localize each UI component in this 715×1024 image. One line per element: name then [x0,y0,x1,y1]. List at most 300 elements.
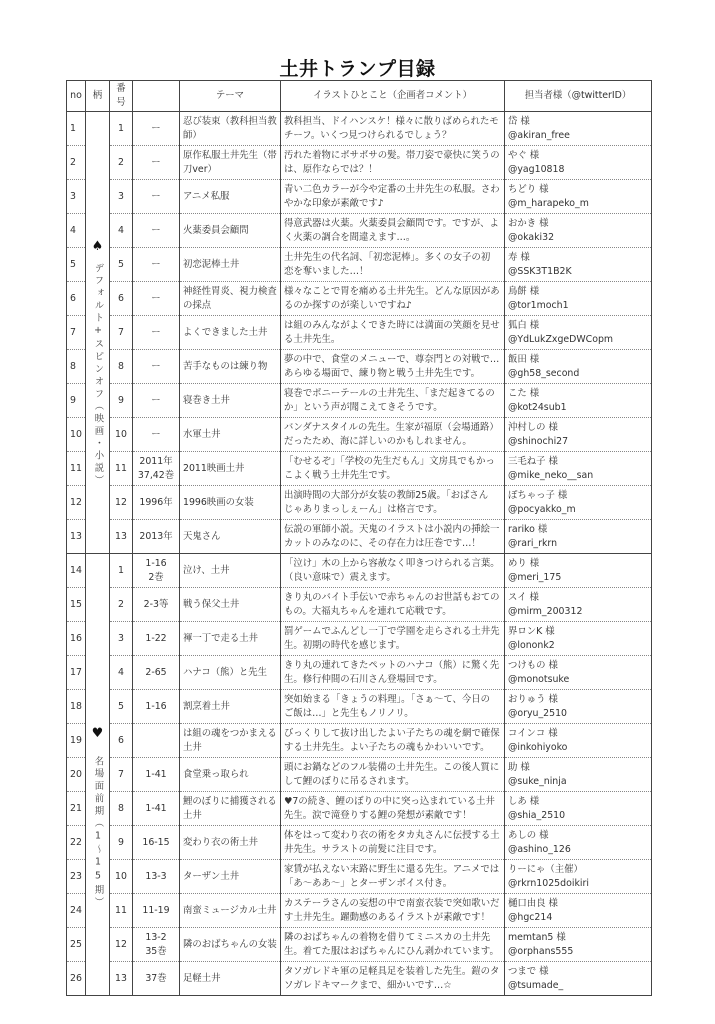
row-number: 1 [110,554,133,588]
comment-line: する土井先生。よい子たちの魂もかわいいです。 [284,741,490,753]
comment-line: 汚れた着物にボサボサの髪。帯刀姿で豪快に笑うの [284,149,500,161]
row-theme [180,180,281,214]
row-number: 5 [110,248,133,282]
row-comment [281,554,505,588]
table-row [67,554,652,588]
theme-line: 割烹着土井 [183,700,230,712]
row-comment [281,690,505,724]
catalog-body [67,112,652,996]
row-no: 7 [67,316,86,350]
row-comment [281,282,505,316]
staff-twitter-id: @akiran_free [508,129,570,141]
table-row [67,112,652,146]
volume-line: ー [151,258,161,270]
table-row [67,282,652,316]
volume-line: ー [151,156,161,168]
row-number: 4 [110,214,133,248]
row-no: 9 [67,384,86,418]
row-comment [281,826,505,860]
row-staff [505,588,652,622]
theme-line: 南蛮ミュージカル土井 [183,904,277,916]
row-volume [133,180,180,214]
suit-cell-spade [86,112,110,554]
row-comment [281,452,505,486]
row-theme [180,826,281,860]
row-staff [505,520,652,554]
row-comment [281,248,505,282]
row-theme [180,588,281,622]
theme-line: は組の魂をつかまえる [183,727,277,739]
staff-twitter-id: @okaki32 [508,231,555,243]
row-volume [133,350,180,384]
comment-line: きり丸のバイト手伝いで赤ちゃんのお世話もおての [284,591,500,603]
row-staff [505,316,652,350]
staff-twitter-id: @YdLukZxgeDWCopm [508,333,614,345]
row-no: 24 [67,894,86,928]
row-staff [505,486,652,520]
suit-label: デフォルト+スピンオフ（映画・小説） [92,263,104,488]
row-staff [505,384,652,418]
theme-line: 変わり衣の術土井 [183,836,259,848]
comment-line: して鯉のぼりに吊るされます。 [284,775,415,787]
row-no: 5 [67,248,86,282]
row-no: 19 [67,724,86,758]
row-theme [180,350,281,384]
table-row [67,588,652,622]
row-theme [180,690,281,724]
table-row [67,792,652,826]
theme-line: 師） [183,129,202,141]
row-comment [281,656,505,690]
row-comment [281,418,505,452]
comment-line: 隣のおばちゃんの着物を借りてミニスカの土井先 [284,931,491,943]
table-row [67,180,652,214]
row-volume [133,554,180,588]
theme-line: 土井 [183,809,202,821]
theme-line: 水軍土井 [183,428,221,440]
row-number: 1 [110,112,133,146]
row-volume [133,826,180,860]
volume-line: 1-41 [145,802,167,814]
staff-name: 岱 様 [508,115,530,127]
theme-line: 1996映画の女装 [183,496,254,508]
row-volume [133,690,180,724]
row-number: 8 [110,350,133,384]
row-volume [133,112,180,146]
volume-line: 37,42巻 [137,469,175,481]
theme-line: 火薬委員会顧問 [183,224,249,236]
table-row [67,622,652,656]
volume-line: 16-15 [142,836,170,848]
row-staff [505,792,652,826]
staff-name: 寿 様 [508,251,530,263]
staff-name: 飯田 様 [508,353,540,365]
document-title: 土井トランプ目録 [279,58,436,80]
row-volume [133,894,180,928]
table-row [67,146,652,180]
row-no: 20 [67,758,86,792]
row-volume [133,588,180,622]
row-no: 16 [67,622,86,656]
row-comment [281,622,505,656]
staff-twitter-id: @hgc214 [508,911,553,923]
comment-line: 伝説の軍師小説。天鬼のイラストは小説内の挿絵一 [284,523,500,535]
row-number: 2 [110,588,133,622]
row-comment [281,520,505,554]
staff-name: 助 様 [508,761,530,773]
row-staff [505,656,652,690]
comment-line: 家賃が払えない末路に野生に還る先生。アニメでは [284,863,500,875]
staff-name: 三毛ね子 様 [508,455,558,467]
comment-line: きり丸の連れてきたペットのハナコ（熊）に驚く先 [284,659,500,671]
row-no: 11 [67,452,86,486]
row-staff [505,690,652,724]
staff-twitter-id: @yag10818 [508,163,565,175]
theme-line: よくできました土井 [183,326,268,338]
volume-line: 13-2 [145,931,167,943]
row-volume [133,452,180,486]
row-theme [180,418,281,452]
suit-wrap [89,177,106,488]
table-row [67,316,652,350]
row-comment [281,860,505,894]
staff-name: つまで 様 [508,965,549,977]
comment-line: びっくりして抜け出したよい子たちの魂を網で確保 [284,727,500,739]
comment-line: あらゆる場面で、練り物と戦う土井先生です。 [284,367,480,379]
volume-line: ー [151,428,161,440]
row-theme [180,724,281,758]
staff-name: りーにゃ（主催） [508,863,583,875]
table-row [67,418,652,452]
theme-line: 隣のおばちゃんの女装 [183,938,277,950]
row-comment [281,350,505,384]
staff-name: つけもの 様 [508,659,558,671]
comment-line: は組のみんながよくできた時には満面の笑顔を見せ [284,319,500,331]
volume-line: 2-65 [145,666,167,678]
row-no: 6 [67,282,86,316]
heart-icon: ♥ [91,725,104,741]
row-staff [505,894,652,928]
row-staff [505,622,652,656]
comment-line: 恋を奪いました…！ [284,265,369,277]
catalog-table [66,80,652,996]
theme-line: 鯉のぼりに捕獲される [183,795,277,807]
comment-line: か」という声が聞こえてきそうです。 [284,401,443,413]
row-no: 25 [67,928,86,962]
volume-line: 1-22 [145,632,167,644]
volume-line: ー [151,394,161,406]
row-comment [281,316,505,350]
row-volume [133,622,180,656]
staff-name: 沖村しの 様 [508,421,558,433]
staff-twitter-id: @mirm_200312 [508,605,583,617]
staff-name: ぽちゃっ子 様 [508,489,568,501]
volume-line: 2巻 [148,571,164,583]
comment-line: （良い意味で）震えます。 [284,571,396,583]
row-number: 6 [110,724,133,758]
row-no: 18 [67,690,86,724]
staff-name: rariko 様 [508,523,548,535]
row-number: 5 [110,690,133,724]
row-comment [281,146,505,180]
volume-line: 1996年 [139,496,173,508]
theme-line: アニメ私服 [183,190,230,202]
row-staff [505,826,652,860]
theme-line: ハナコ（熊）と先生 [183,666,268,678]
staff-twitter-id: @shia_2510 [508,809,566,821]
volume-line: 11-19 [142,904,170,916]
staff-name: おかき 様 [508,217,549,229]
row-theme [180,928,281,962]
comment-line: 様々なことで胃を痛める土井先生。どんな原因があ [284,285,500,297]
staff-twitter-id: @mike_neko__san [508,469,594,481]
comment-line: カステーラさんの妄想の中で南蛮衣装で突如歌いだ [284,897,500,909]
row-comment [281,758,505,792]
comment-line: 頭にお鍋などのフル装備の土井先生。この後人質に [284,761,500,773]
comment-line: だったため、海に詳しいのかもしれません。 [284,435,472,447]
row-comment [281,486,505,520]
staff-name: めり 様 [508,557,540,569]
theme-line: 初恋泥棒土井 [183,258,240,270]
row-theme [180,384,281,418]
row-comment [281,962,505,996]
staff-twitter-id: @gh58_second [508,367,580,379]
comment-line: 青い二色カラーが今や定番の土井先生の私服。さわ [284,183,500,195]
theme-line: 苦手なものは練り物 [183,360,268,372]
staff-name: スイ 様 [508,591,539,603]
comment-line: は、原作ならでは？！ [284,163,378,175]
row-number: 7 [110,316,133,350]
header-no: no [67,81,86,112]
row-no: 26 [67,962,86,996]
row-staff [505,860,652,894]
staff-name: 樋口由良 様 [508,897,558,909]
row-number: 2 [110,146,133,180]
staff-name: コインコ 様 [508,727,558,739]
staff-twitter-id: @meri_175 [508,571,562,583]
staff-twitter-id: @rari_rkrn [508,537,558,549]
staff-name: おりゅう 様 [508,693,558,705]
staff-name: memtan5 様 [508,931,566,943]
row-staff [505,962,652,996]
row-no: 2 [67,146,86,180]
comment-line: 土井先生の代名詞、「初恋泥棒」。多くの女子の初 [284,251,491,263]
volume-line: ー [151,360,161,372]
row-volume [133,860,180,894]
row-comment [281,384,505,418]
staff-twitter-id: @inkohiyoko [508,741,568,753]
row-theme [180,486,281,520]
theme-line: 刀ver） [183,163,217,175]
theme-line: ターザン土井 [183,870,240,882]
staff-twitter-id: @suke_ninja [508,775,567,787]
row-no: 15 [67,588,86,622]
staff-twitter-id: @kot24sub1 [508,401,567,413]
staff-twitter-id: @ashino_126 [508,843,571,855]
comment-line: タソガレドキ軍の足軽具足を装着した先生。鎧のタ [284,965,500,977]
staff-name: あしの 様 [508,829,549,841]
comment-line: カットのみなのに、その存在力は圧巻です…！ [284,537,481,549]
theme-line: 足軽土井 [183,972,221,984]
row-comment [281,894,505,928]
row-theme [180,112,281,146]
row-theme [180,622,281,656]
table-row [67,452,652,486]
row-staff [505,554,652,588]
volume-line: 2011年 [139,455,173,467]
table-row [67,826,652,860]
row-volume [133,520,180,554]
volume-line: 1-16 [145,700,167,712]
row-number: 12 [110,486,133,520]
suit-cell-heart [86,554,110,996]
row-theme [180,894,281,928]
theme-line: 泣け、土井 [183,564,230,576]
row-number: 3 [110,180,133,214]
row-comment [281,214,505,248]
table-row [67,350,652,384]
theme-line: 土井 [183,741,202,753]
row-no: 1 [67,112,86,146]
row-theme [180,962,281,996]
row-volume [133,316,180,350]
row-volume [133,418,180,452]
row-volume [133,792,180,826]
row-volume [133,146,180,180]
row-number: 11 [110,894,133,928]
theme-line: 神経性胃炎、視力検査 [183,285,277,297]
row-number: 13 [110,962,133,996]
header-staff: 担当者様（@twitterID） [505,81,652,112]
volume-line: 1-41 [145,768,167,780]
row-number: 10 [110,418,133,452]
comment-line: るのか探すのが楽しいですね♪ [284,299,412,311]
theme-line: 原作私服土井先生（帯 [183,149,277,161]
table-row [67,214,652,248]
row-no: 21 [67,792,86,826]
row-theme [180,316,281,350]
comment-line: チーフ。いくつ見つけられるでしょう？ [284,129,452,141]
row-theme [180,452,281,486]
row-no: 12 [67,486,86,520]
table-row [67,894,652,928]
comment-line: もの。大福丸ちゃんを連れて応戦です。 [284,605,452,617]
volume-line: 37巻 [145,972,167,984]
row-volume [133,486,180,520]
row-volume [133,758,180,792]
row-no: 14 [67,554,86,588]
staff-name: やぐ 様 [508,149,540,161]
volume-line: 2013年 [139,530,173,542]
row-volume [133,214,180,248]
row-staff [505,928,652,962]
row-volume [133,282,180,316]
row-no: 3 [67,180,86,214]
row-number: 8 [110,792,133,826]
staff-twitter-id: @tsumade_ [508,979,564,991]
theme-line: 食堂乗っ取られ [183,768,249,780]
theme-line: 褌一丁で走る土井 [183,632,259,644]
header-comment: イラストひとこと（企画者コメント） [281,81,505,112]
staff-name: 界ロンK 様 [508,625,555,637]
comment-line: 寝巻でポニーテールの土井先生、「まだ起きてるの [284,387,495,399]
volume-line: ー [151,292,161,304]
header-theme: テーマ [180,81,281,112]
row-theme [180,860,281,894]
row-no: 17 [67,656,86,690]
table-row [67,724,652,758]
theme-line: 忍び装束（教科担当教 [183,115,277,127]
comment-line: 井先生。サラストの前髪に注目です。 [284,843,443,855]
row-number: 7 [110,758,133,792]
comment-line: ソガレドキマークまで、細かいです…☆ [284,979,452,991]
row-volume [133,656,180,690]
row-number: 10 [110,860,133,894]
row-comment [281,180,505,214]
row-comment [281,724,505,758]
suit-wrap [89,640,106,910]
table-row [67,962,652,996]
row-staff [505,758,652,792]
row-theme [180,146,281,180]
theme-line: 戦う保父土井 [183,598,240,610]
staff-twitter-id: @oryu_2510 [508,707,568,719]
comment-line: 「泣け」木の上から容赦なく叩きつけられる言葉。 [284,557,500,569]
staff-twitter-id: @monotsuke [508,673,570,685]
row-staff [505,248,652,282]
volume-line: 2-3等 [143,598,169,610]
comment-line: やかな印象が素敵です♪ [284,197,384,209]
comment-line: く火薬の調合を間違えます…。 [284,231,416,243]
comment-line: る土井先生。 [284,333,341,345]
staff-name: こた 様 [508,387,540,399]
row-volume [133,724,180,758]
row-staff [505,146,652,180]
header-suit: 柄 [86,81,110,112]
staff-twitter-id: @m_harapeko_m [508,197,589,209]
row-comment [281,588,505,622]
comment-line: 生。修行仲間の石川さん登場回です。 [284,673,443,685]
row-number: 9 [110,826,133,860]
comment-line: 夢の中で、食堂のメニューで、尊奈門との対戦で… [284,353,500,365]
comment-line: 先生。涙で滝登りする鯉の発想が素敵です！ [284,809,472,821]
staff-twitter-id: @orphans555 [508,945,574,957]
staff-name: 鳥餅 様 [508,285,540,297]
row-number: 9 [110,384,133,418]
row-comment [281,928,505,962]
row-volume [133,248,180,282]
comment-line: じゃありまっしぇーん」は格言です。 [284,503,443,515]
theme-line: 2011映画土井 [183,462,245,474]
table-row [67,520,652,554]
comment-line: 罰ゲームでふんどし一丁で学園を走らされる土井先 [284,625,500,637]
row-comment [281,792,505,826]
table-row [67,928,652,962]
comment-line: 出演時間の大部分が女装の教師25歳。「おばさん [284,489,489,501]
volume-line: 1-16 [145,557,167,569]
comment-line: ご飯は…」と先生もノリノリ。 [284,707,414,719]
row-theme [180,520,281,554]
comment-line: 得意武器は火薬。火薬委員会顧問です。ですが、よ [284,217,499,229]
table-row [67,248,652,282]
volume-line: ー [151,190,161,202]
row-staff [505,350,652,384]
suit-label: 名場面前期（1〜15期） [92,755,104,910]
comment-line: す土井先生。躍動感のあるイラストが素敵です！ [284,911,490,923]
row-theme [180,656,281,690]
row-no: 23 [67,860,86,894]
row-volume [133,962,180,996]
